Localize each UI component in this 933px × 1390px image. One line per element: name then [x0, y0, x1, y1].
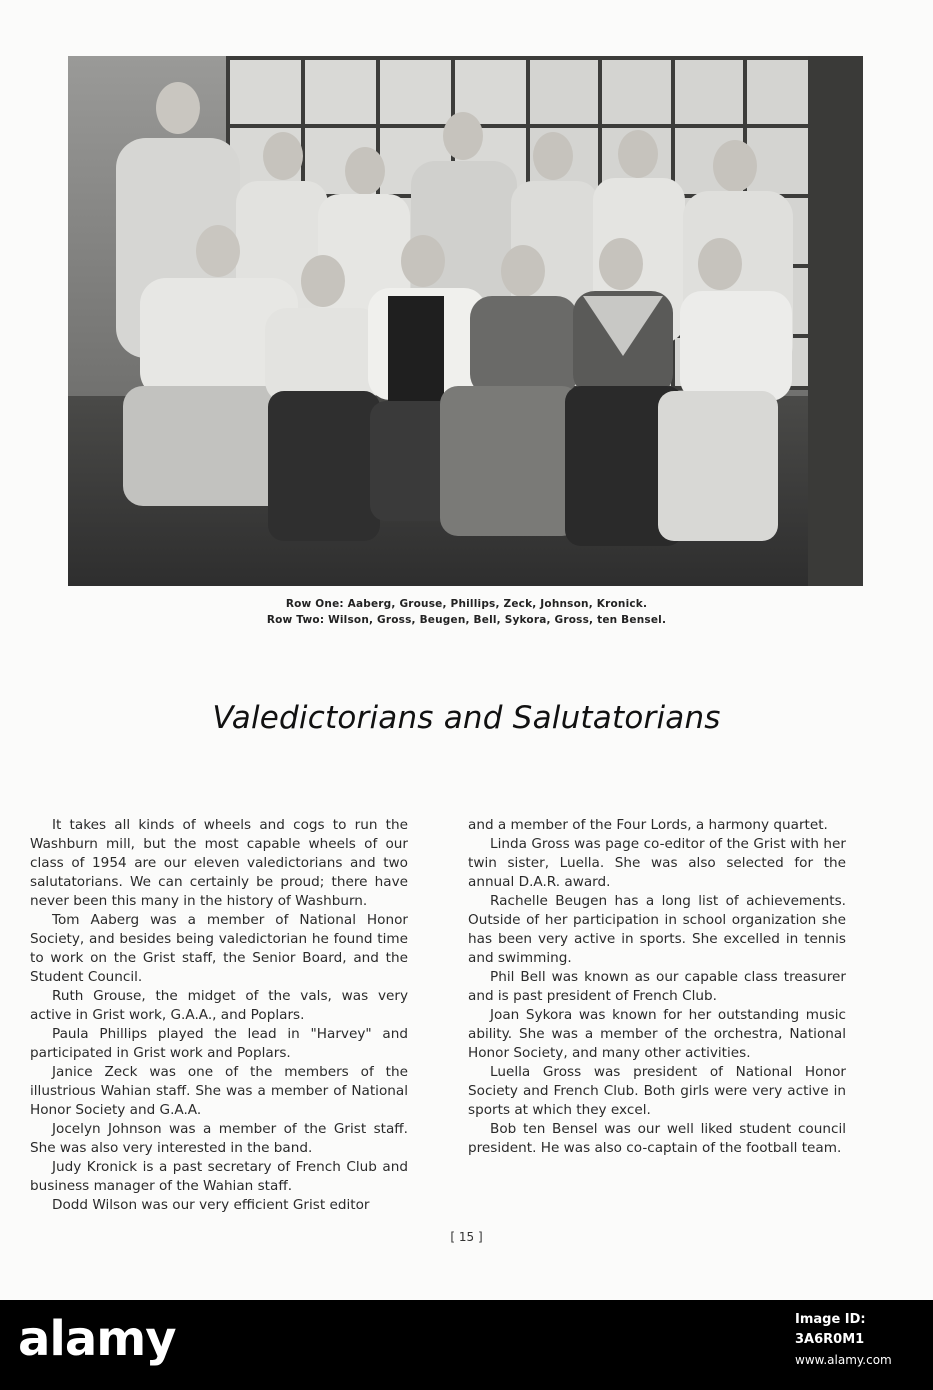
photo-caption-row-two: Row Two: Wilson, Gross, Beugen, Bell, Sykora, Gross, ten Bensel.: [266, 614, 667, 626]
paragraph: Linda Gross was page co-editor of the Grist with her twin sister, Luella. She was also selected for the annual D.A.R. award.: [468, 836, 846, 890]
paragraph: Dodd Wilson was our very efficient Grist editor: [52, 1197, 370, 1213]
paragraph: and a member of the Four Lords, a harmony quartet.: [468, 817, 828, 833]
article-title: Valedictorians and Salutatorians: [212, 700, 721, 736]
page-number: [ 15 ]: [450, 1230, 483, 1244]
brand-url: www.alamy.com: [795, 1353, 892, 1367]
paragraph: Judy Kronick is a past secretary of French Club and business manager of the Wahian staff.: [30, 1159, 408, 1194]
group-photo-illustration: [68, 56, 863, 586]
article-right-column: [468, 816, 846, 1158]
article-left-column: [30, 816, 408, 1215]
photo-caption-row-one: Row One: Aaberg, Grouse, Phillips, Zeck, Johnson, Kronick.: [285, 598, 648, 610]
paragraph: It takes all kinds of wheels and cogs to run the Washburn mill, but the most capable wheels of our class of 1954 are our eleven valedictorians and two salutatorians. We can certainly be proud; there have never been this many in the history of Washburn.: [30, 817, 408, 909]
paragraph: Janice Zeck was one of the members of the illustrious Wahian staff. She was a member of National Honor Society and G.A.A.: [30, 1064, 408, 1118]
brand-logo: alamy: [18, 1311, 176, 1367]
paragraph: Tom Aaberg was a member of National Honor Society, and besides being valedictorian he found time to work on the Grist staff, the Senior Board, and the Student Council.: [30, 912, 408, 985]
paragraph: Joan Sykora was known for her outstanding music ability. She was a member of the orchestra, National Honor Society, and many other activities.: [468, 1007, 846, 1061]
image-id: Image ID: 3A6R0M1: [795, 1312, 866, 1347]
paragraph: Phil Bell was known as our capable class treasurer and is past president of French Club.: [468, 969, 846, 1004]
paragraph: Paula Phillips played the lead in "Harvey" and participated in Grist work and Poplars.: [30, 1026, 408, 1061]
group-photo: [68, 56, 863, 586]
paragraph: Rachelle Beugen has a long list of achievements. Outside of her participation in school organization she has been very active in sports. She excelled in tennis and swimming.: [468, 893, 846, 966]
image-id-block: [795, 1310, 915, 1370]
paragraph: Bob ten Bensel was our well liked student council president. He was also co-captain of the football team.: [468, 1121, 846, 1156]
paragraph: Jocelyn Johnson was a member of the Grist staff. She was also very interested in the band.: [30, 1121, 408, 1156]
paragraph: Luella Gross was president of National Honor Society and French Club. Both girls were very active in sports at which they excel.: [468, 1064, 846, 1118]
paragraph: Ruth Grouse, the midget of the vals, was very active in Grist work, G.A.A., and Poplars.: [30, 988, 408, 1023]
